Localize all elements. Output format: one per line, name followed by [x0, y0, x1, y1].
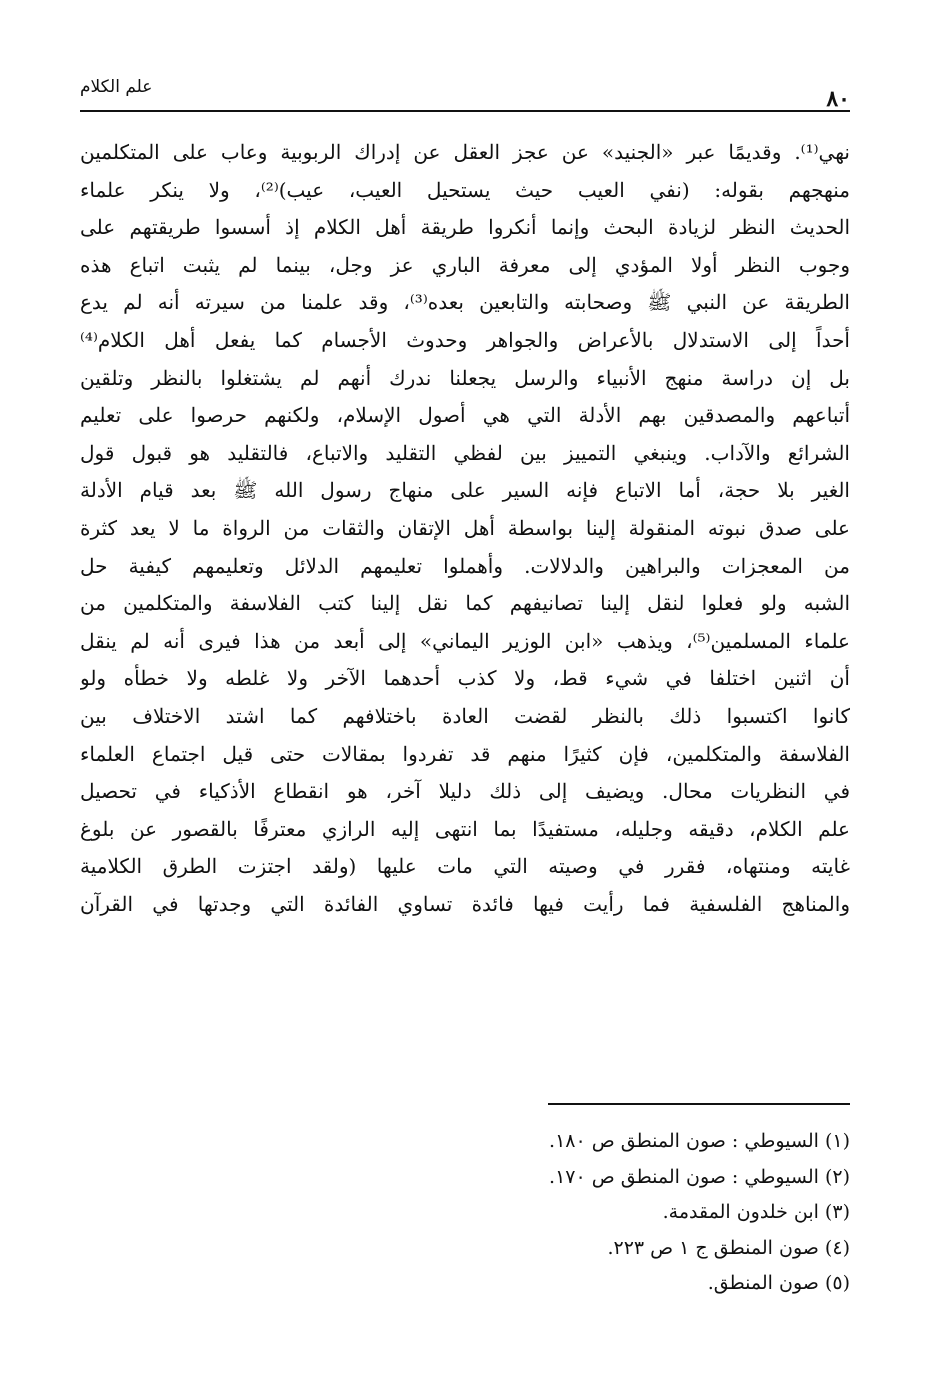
body-line: الشرائع والآداب. وينبغي التمييز بين لفظي التقليد والاتباع، فالتقليد هو قبول قول [80, 440, 850, 465]
body-line: غايته ومنتهاه، فقرر في وصيته التي مات عليها (ولقد اجتزت الطرق الكلامية [80, 854, 850, 879]
body-line: منهجهم بقوله: (نفي العيب حيث يستحيل العيب، عيب)⁽²⁾، ولا ينكر علماء [80, 177, 850, 202]
body-line: الفلاسفة والمتكلمين، فإن كثيرًا منهم قد تفردوا بمقالات حتى قيل اجتماع العلماء [80, 741, 850, 766]
body-line: الشبه ولو فعلوا لنقل إلينا تصانيفهم كما نقل إلينا كتب الفلاسفة والمتكلمين من [80, 591, 850, 616]
page-number: ٨٠ [826, 86, 850, 112]
body-line: الطريقة عن النبي ﷺ وصحابته والتابعين بعده⁽³⁾، وقد علمنا من سيرته أنه لم يدع [80, 290, 850, 315]
body-line: من المعجزات والبراهين والدلالات. وأهملوا تعليمهم الدلائل وتعليمهم كيفية حل [80, 553, 850, 578]
body-line: أحداً إلى الاستدلال بالأعراض والجواهر وحدوث الأجسام كما يفعل أهل الكلام⁽⁴⁾ [80, 327, 850, 352]
footnotes [350, 1124, 850, 1302]
body-line: في النظريات محال. ويضيف إلى ذلك دليلا آخر، هو انقطاع الأذكياء في تحصيل [80, 779, 850, 804]
running-head [80, 76, 850, 112]
body-line: نهي⁽¹⁾. وقديمًا عبر «الجنيد» عن عجز العقل عن إدراك الربوبية وعاب على المتكلمين [80, 140, 850, 164]
body-line: بل إن دراسة منهج الأنبياء والرسل يجعلنا ندرك أنهم لم يشتغلوا بالنظر وتلقين [80, 365, 850, 390]
body-line: على صدق نبوته المنقولة إلينا بواسطة أهل الإتقان والثقات من الرواة ما لا يعد كثرة [80, 515, 850, 540]
footnote-4: (٤) صون المنطق ج ١ ص ٢٢٣. [607, 1236, 850, 1259]
footnote-rule [548, 1103, 850, 1105]
body-line: الحديث النظر لزيادة البحث وإنما أنكروا طريقة أهل الكلام إذ أسسوا طريقتهم على [80, 215, 850, 240]
footnote-2: (٢) السيوطي : صون المنطق ص ١٧٠. [549, 1165, 850, 1188]
body-line: أن اثنين اختلفا في شيء قط، ولا كذب أحدهما الآخر ولا غلطه ولا خطأه ولو [80, 666, 850, 691]
body-line: وجوب النظر أولا المؤدي إلى معرفة الباري عز وجل، بينما لم يثبت اتباع هذه [80, 252, 850, 277]
running-title: علم الكلام [80, 77, 153, 97]
footnote-3: (٣) ابن خلدون المقدمة. [662, 1201, 850, 1223]
header-rule [80, 110, 850, 112]
body-line: الغير بلا حجة، أما الاتباع فإنه السير على منهاج رسول الله ﷺ بعد قيام الأدلة [80, 478, 850, 503]
body-line: كانوا اكتسبوا ذلك بالنظر لقضت العادة باختلافهم كما اشتد الاختلاف بين [80, 703, 850, 728]
body-text [80, 134, 850, 923]
footnote-1: (١) السيوطي : صون المنطق ص ١٨٠. [549, 1130, 850, 1152]
footnote-5: (٥) صون المنطق. [707, 1272, 850, 1294]
body-line: علماء المسلمين⁽⁵⁾، ويذهب «ابن الوزير اليماني» إلى أبعد من هذا فيرى أنه لم ينقل [80, 628, 850, 653]
body-line: علم الكلام، دقيقه وجليله، مستفيدًا بما انتهى إليه الرازي معترفًا بالقصور عن بلوغ [80, 816, 850, 841]
body-line: والمناهج الفلسفية فما رأيت فيها فائدة تساوي الفائدة التي وجدتها في القرآن [80, 891, 850, 916]
body-line: أتباعهم والمصدقين بهم الأدلة التي هي أصول الإسلام، ولكنهم حرصوا على تعليم [80, 403, 850, 428]
